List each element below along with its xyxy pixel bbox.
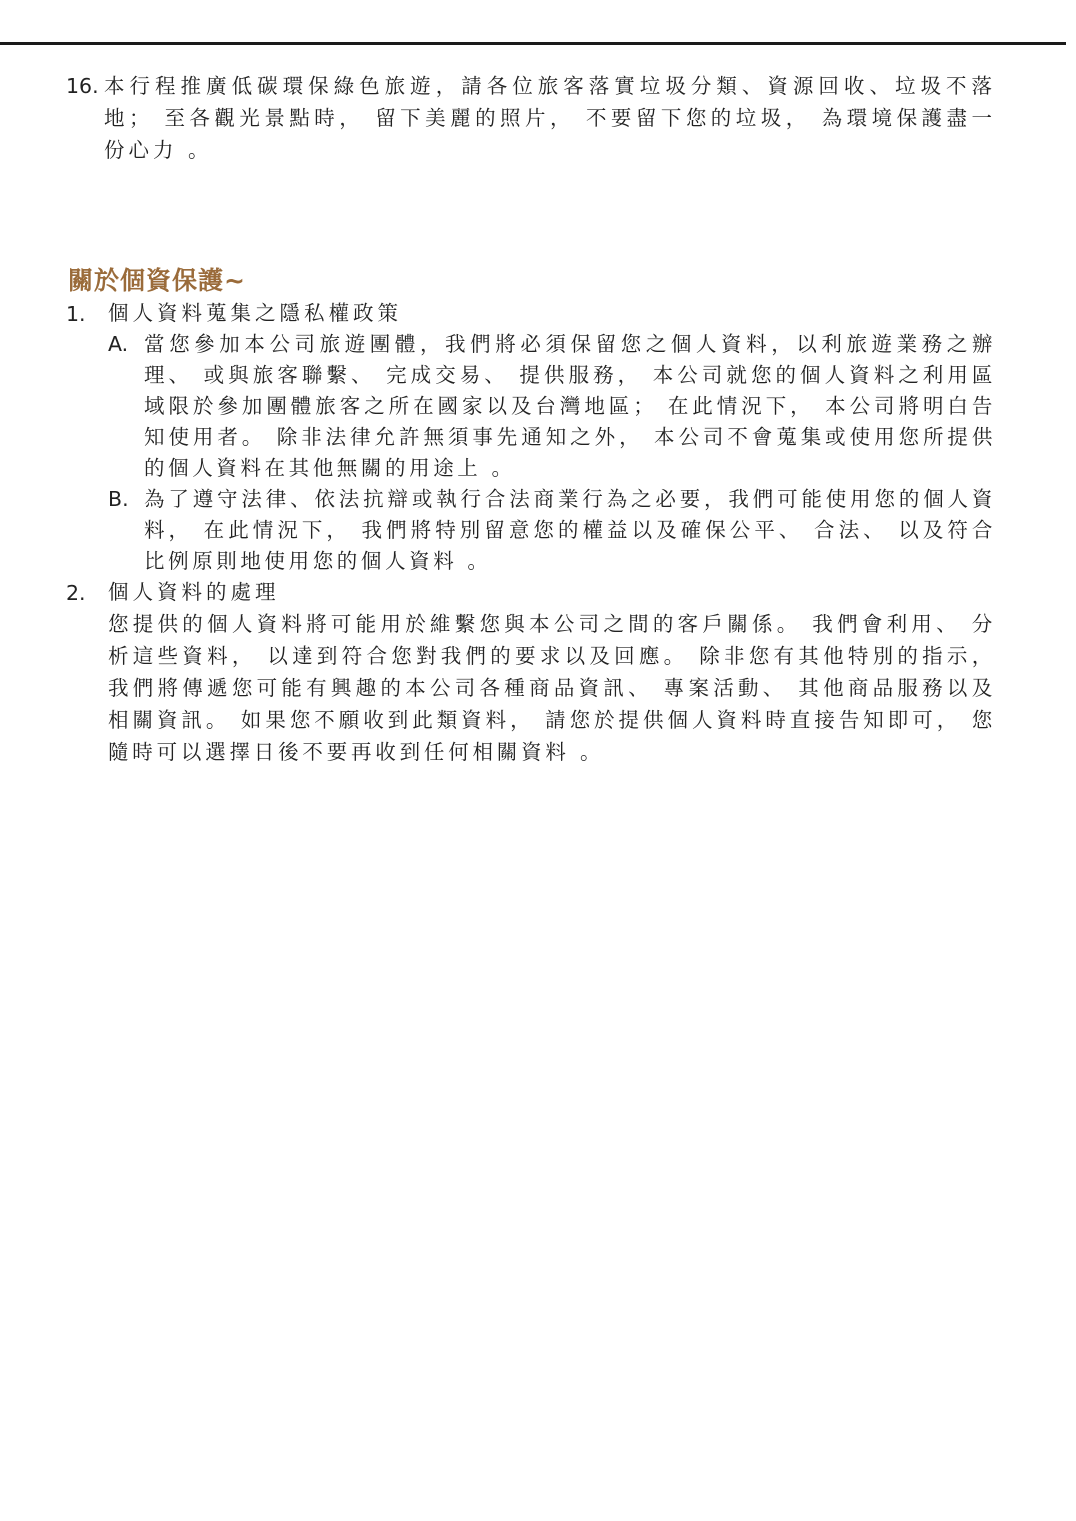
sub-item-text: 當您參加本公司旅遊團體，我們將必須保留您之個人資料，以利旅遊業務之辦理、 或與旅客聯繫、 完成交易、 提供服務， 本公司就您的個人資料之利用區域限於參加團體旅客之所在國家以及台灣地區； 在此情況下， 本公司將明白告知使用者。 除非法律允許無須事先通知之外， 本公司不會蒐集或使用您所提供的個人資料在其他無關的用途上 。	[144, 332, 996, 480]
list-item-16	[66, 70, 996, 166]
sub-item-letter: B.	[108, 487, 129, 511]
item-heading: 個人資料蒐集之隱私權政策	[108, 301, 402, 325]
sub-item-a	[108, 329, 996, 484]
list-item-2	[66, 577, 996, 768]
item-text: 本行程推廣低碳環保綠色旅遊，請各位旅客落實垃圾分類、資源回收、垃圾不落地； 至各觀光景點時， 留下美麗的照片， 不要留下您的垃圾， 為環境保護盡一份心力 。	[104, 74, 996, 162]
document-body	[66, 70, 996, 768]
sub-item-text: 為了遵守法律、依法抗辯或執行合法商業行為之必要，我們可能使用您的個人資料， 在此情況下， 我們將特別留意您的權益以及確保公平、 合法、 以及符合比例原則地使用您的個人資料 。	[144, 487, 996, 573]
item-paragraph: 您提供的個人資料將可能用於維繫您與本公司之間的客戶關係。 我們會利用、 分析這些資料， 以達到符合您對我們的要求以及回應。 除非您有其他特別的指示， 我們將傳遞您可能有興趣的本公司各種商品資訊、 專案活動、 其他商品服務以及相關資訊。 如果您不願收到此類資料， 請您於提供個人資料時直接告知即可， 您隨時可以選擇日後不要再收到任何相關資料 。	[108, 612, 996, 764]
item-number: 16.	[66, 74, 99, 98]
section-title: 關於個資保護~	[68, 266, 246, 295]
header-rule	[0, 42, 1066, 45]
item-heading: 個人資料的處理	[108, 580, 280, 604]
list-item-1	[66, 298, 996, 577]
sub-item-letter: A.	[108, 332, 129, 356]
sub-item-b	[108, 484, 996, 577]
item-number: 2.	[66, 581, 86, 605]
item-number: 1.	[66, 302, 86, 326]
